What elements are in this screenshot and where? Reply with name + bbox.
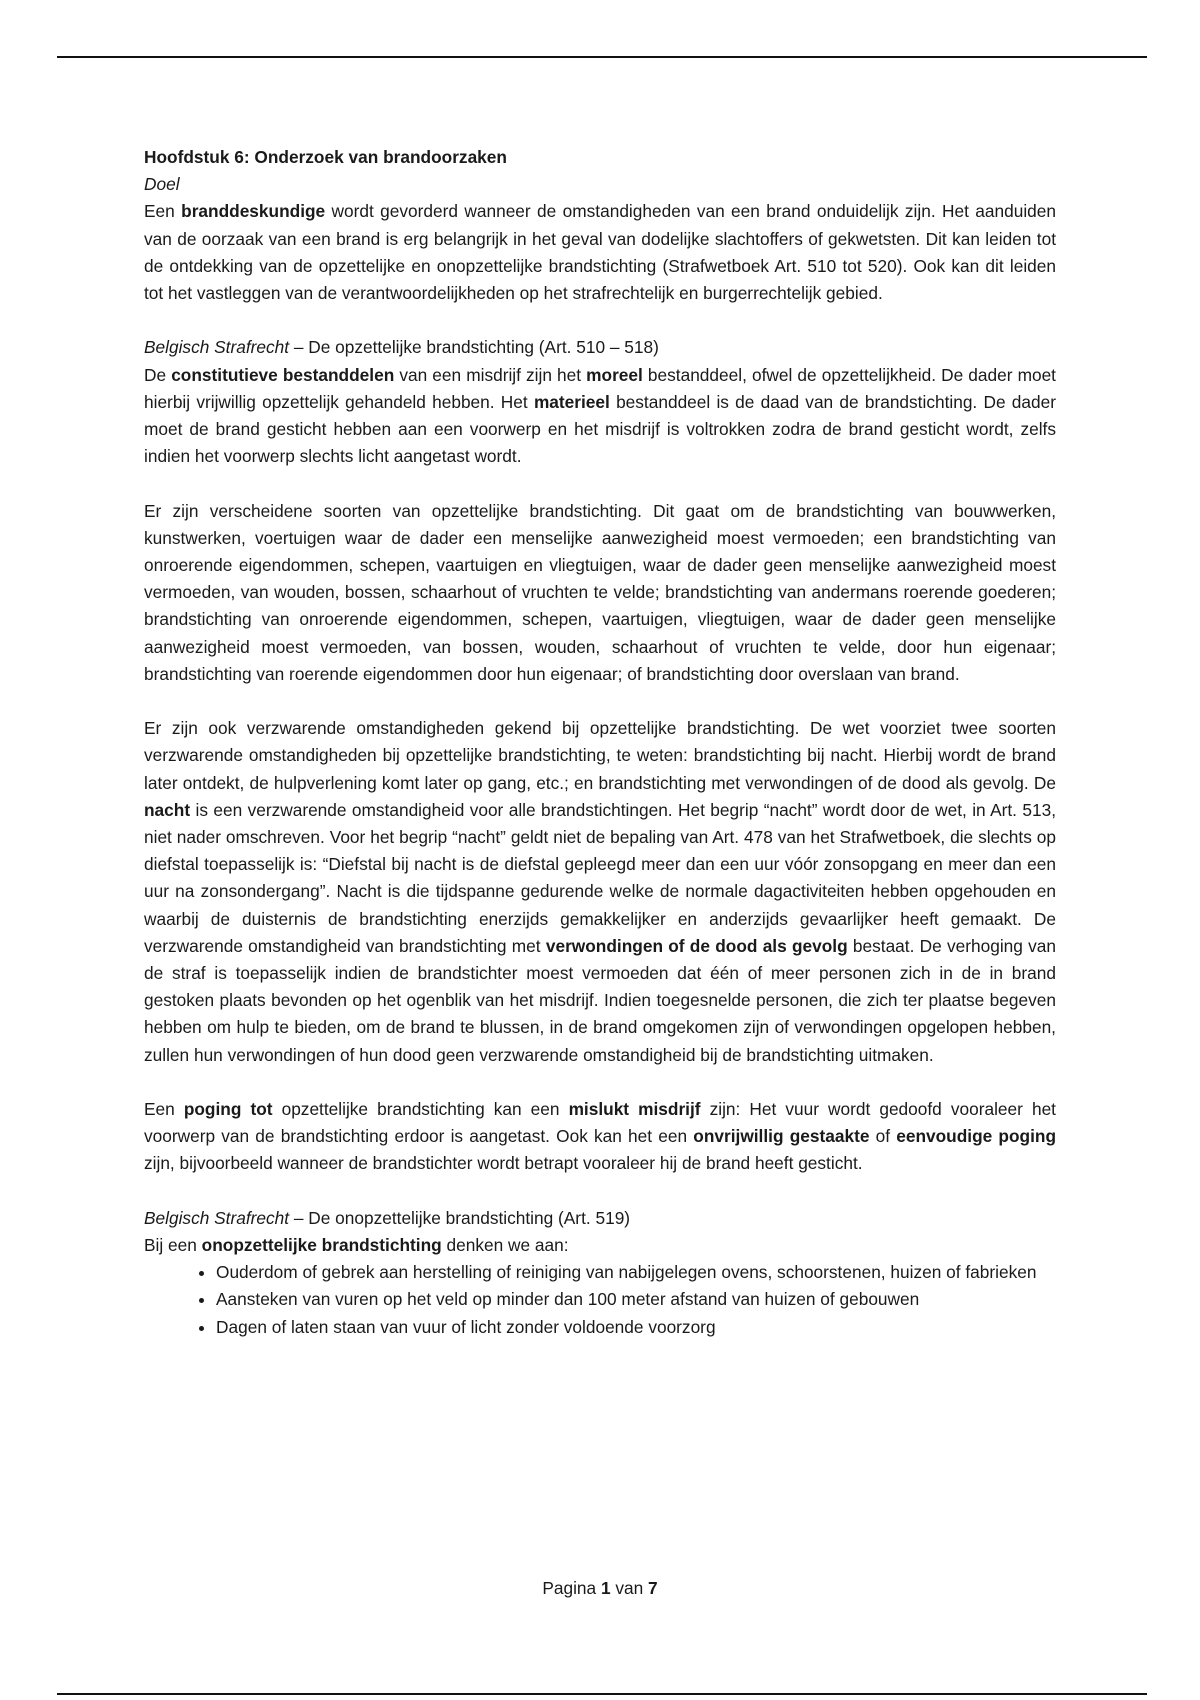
page-footer: Pagina 1 van 7 (542, 1578, 658, 1598)
list-item: • Aansteken van vuren op het veld op minder dan 100 meter afstand van huizen of gebouwen (216, 1286, 1056, 1313)
paragraph-poging: Een poging tot opzettelijke brandstichting kan een mislukt misdrijf zijn: Het vuur wordt gedoofd vooraleer het voorwerp van de brandstichting erdoor is aangetast. Ook kan het een onvrijwillig gestaakte of eenvoudige poging zijn, bijvoorbeeld wanneer de brandstichter wordt betrapt vooraleer hij de brand heeft gesticht. (144, 1099, 1057, 1174)
paragraph-bestanddelen: De constitutieve bestanddelen van een misdrijf zijn het moreel bestanddeel, ofwel de opzettelijkheid. De dader moet hierbij vrijwillig opzettelijk gehandeld hebben. Het materieel bestanddeel is de daad van de brandstichting. De dader moet de brand gesticht hebben aan een voorwerp en het misdrijf is voltrokken zodra de brand gesticht wordt, zelfs indien het voorwerp slechts licht aangetast wordt. (144, 364, 1056, 467)
paragraph-verzwarende: Er zijn ook verzwarende omstandigheden gekend bij opzettelijke brandstichting. De wet voorziet twee soorten verzwarende omstandigheden bij opzettelijke brandstichting, te weten: brandstichting bij nacht. Hierbij wordt de brand later ontdekt, de hulpverlening komt later op gang, etc.; en brandstichting met verwondingen of de dood als gevolg. De nacht is een verzwarende omstandigheid voor alle brandstichtingen. Het begrip “nacht” wordt door de wet, in Art. 513, niet nader omschreven. Voor het begrip “nacht” geldt niet de bepaling van Art. 478 van het Strafwetboek, die slechts op diefstal toepasselijk is: “Diefstal bij nacht is de diefstal gepleegd meer dan een uur vóór zonsopgang en meer dan een uur na zonsondergang”. Nacht is die tijdspanne gedurende welke de normale dagactiviteiten hebben opgehouden en waarbij de duisternis de brandstichting enerzijds gemakkelijker en anderzijds gevaarlijker heeft gemaakt. De verzwarende omstandigheid van brandstichting met verwondingen of de dood als gevolg bestaat. De verhoging van de straf is toepasselijk indien de brandstichter moest vermoeden dat één of meer personen zich in de in brand gestoken plaats bevonden op het ogenblik van het misdrijf. Indien toegesnelde personen, die zich ter plaatse begeven hebben om hulp te bieden, om de brand te blussen, in de brand omgekomen zijn of verwondingen opgelopen hebben, zullen hun verwondingen of hun dood geen verzwarende omstandigheid bij de brandstichting uitmaken. (144, 718, 1056, 1065)
onopzettelijk-list (144, 1259, 1056, 1341)
section-label-onopzettelijk: Belgisch Strafrecht – De onopzettelijke brandstichting (Art. 519) (144, 1207, 631, 1228)
total-page-count: 7 (648, 1578, 658, 1598)
section-label-opzettelijk: Belgisch Strafrecht – De opzettelijke brandstichting (Art. 510 – 518) (144, 337, 659, 358)
header-rule (57, 56, 1147, 58)
paragraph-soorten: Er zijn verscheidene soorten van opzettelijke brandstichting. Dit gaat om de brandstichting van bouwwerken, kunstwerken, voertuigen waar de dader een menselijke aanwezigheid moest vermoeden; een brandstichting van onroerende eigendommen, schepen, vaartuigen en vliegtuigen, waar de dader geen menselijke aanwezigheid moest vermoeden, van wouden, bossen, schaarhout of vruchten te velde; brandstichting van andermans roerende goederen; brandstichting van onroerende eigendommen, schepen, vaartuigen, vliegtuigen, waar de dader geen menselijke aanwezigheid moest vermoeden, van bossen, wouden, schaarhout of vruchten te velde, door hun eigenaar; brandstichting van roerende eigendommen door hun eigenaar; of brandstichting door overslaan van brand. (144, 500, 1056, 684)
intro-paragraph: Een branddeskundige wordt gevorderd wanneer de omstandigheden van een brand onduidelijk zijn. Het aanduiden van de oorzaak van een brand is erg belangrijk in het geval van dodelijke slachtoffers of gekwetsten. Dit kan leiden tot de ontdekking van de opzettelijke en onopzettelijke brandstichting (Strafwetboek Art. 510 tot 520). Ook kan dit leiden tot het vastleggen van de verantwoordelijkheden op het strafrechtelijk en burgerrechtelijk gebied. (144, 201, 1056, 304)
list-item: • Dagen of laten staan van vuur of licht zonder voldoende voorzorg (216, 1314, 1056, 1341)
document-body (144, 144, 1056, 1341)
paragraph-onopzettelijk-intro: Bij een onopzettelijke brandstichting denken we aan: (144, 1235, 569, 1256)
list-item: • Ouderdom of gebrek aan herstelling of reiniging van nabijgelegen ovens, schoorstenen, huizen of fabrieken (216, 1259, 1056, 1286)
current-page-number: 1 (600, 1578, 611, 1598)
doel-label: Doel (144, 174, 180, 195)
chapter-heading: Hoofdstuk 6: Onderzoek van brandoorzaken (144, 147, 507, 167)
footer-rule (57, 1693, 1147, 1695)
